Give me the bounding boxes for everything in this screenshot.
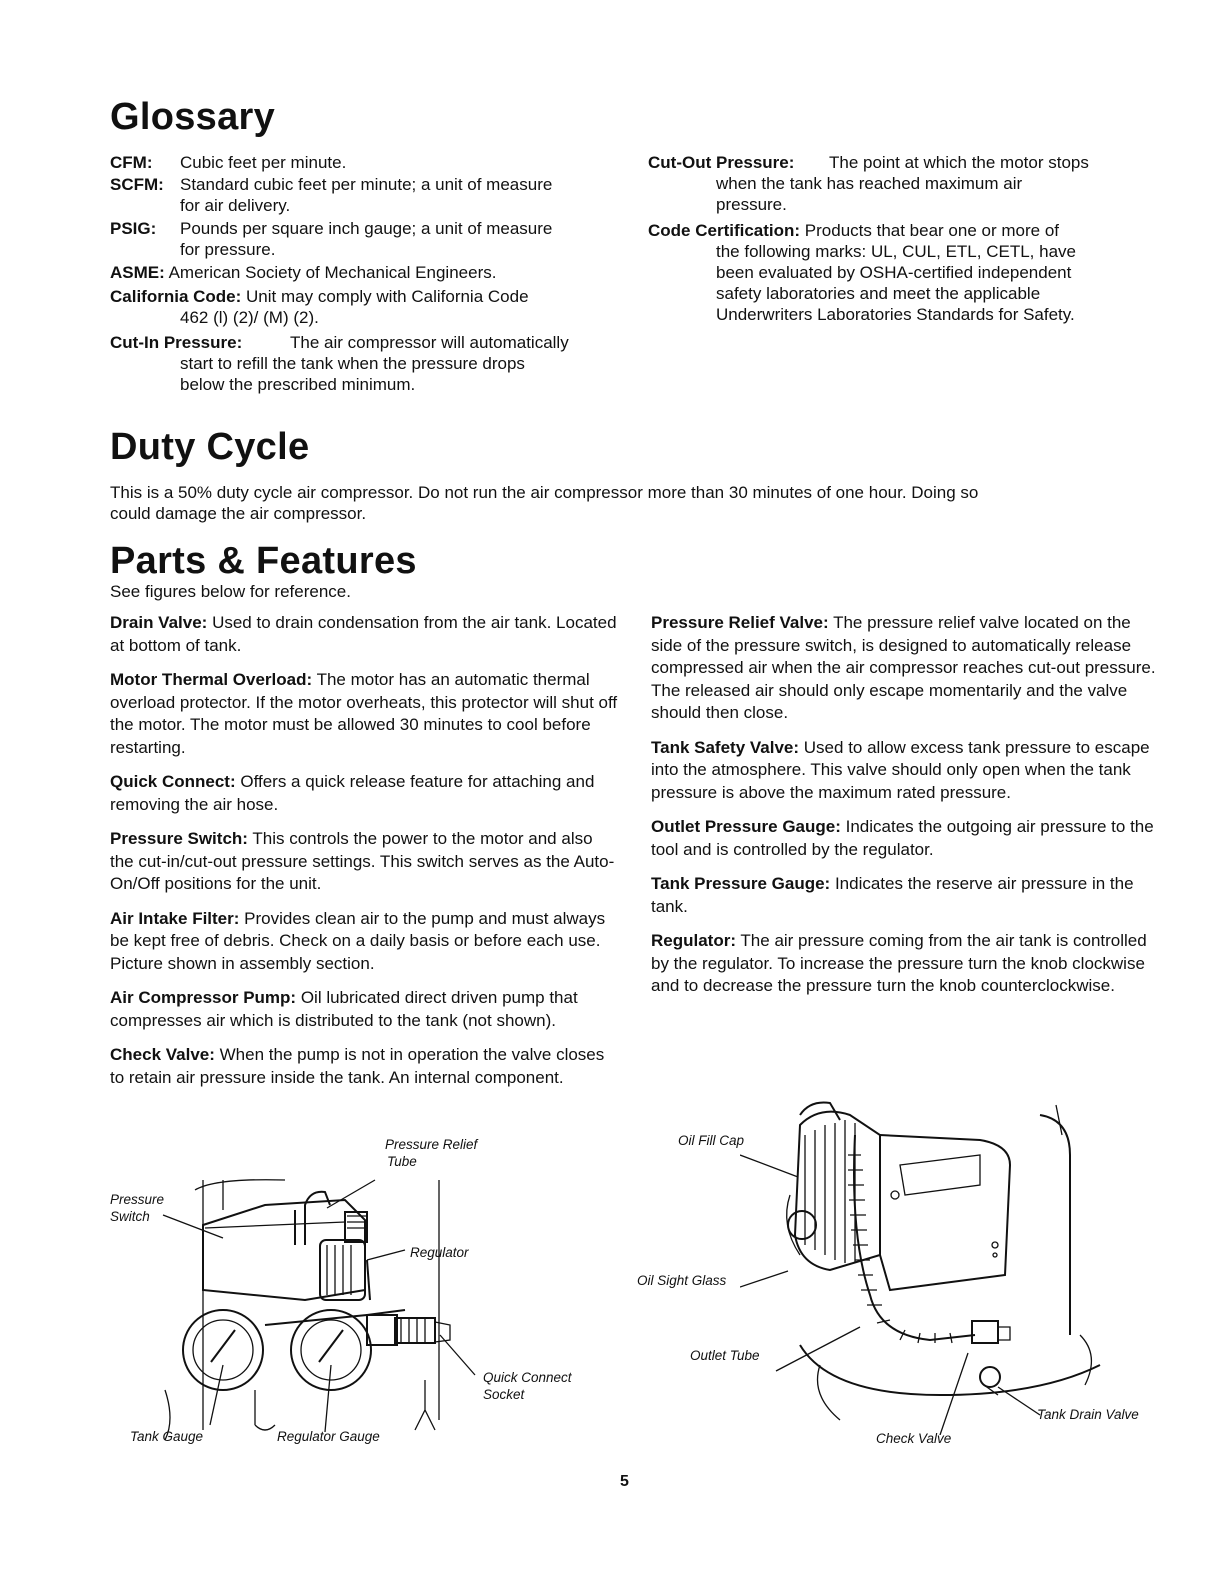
glossary-def: Pounds per square inch gauge; a unit of measure	[180, 219, 553, 238]
page-number: 5	[620, 1473, 629, 1490]
glossary-def: Cubic feet per minute.	[180, 153, 347, 172]
glossary-entry-cfm	[110, 152, 620, 174]
glossary-def: when the tank has reached maximum air	[716, 174, 1023, 193]
part-term: Pressure Relief Valve:	[651, 613, 829, 632]
part-tank-pressure-gauge	[651, 873, 1161, 918]
caption-line: Pressure	[110, 1192, 165, 1207]
part-quick-connect	[110, 771, 620, 816]
duty-cycle-heading: Duty Cycle	[110, 426, 310, 468]
glossary-def: Underwriters Laboratories Standards for Safety.	[716, 305, 1075, 324]
glossary-def: The air compressor will automatically	[290, 333, 569, 352]
part-text: Provides clean air to the pump and must always be kept free of debris. Check on a daily basis or before each use. Picture shown in assembly section.	[110, 908, 606, 973]
glossary-entry-cut-out	[648, 152, 1168, 220]
caption-tank-drain-valve: Tank Drain Valve	[1037, 1407, 1139, 1422]
glossary-term: PSIG:	[110, 219, 157, 238]
part-term: Check Valve:	[110, 1045, 215, 1064]
glossary-entry-psig	[110, 218, 620, 262]
part-term: Regulator:	[651, 931, 736, 950]
glossary-def: start to refill the tank when the pressure drops	[180, 354, 525, 373]
caption-line: Socket	[483, 1387, 525, 1402]
part-text: Offers a quick release feature for attaching and removing the air hose.	[110, 772, 595, 814]
caption-check-valve: Check Valve	[876, 1431, 952, 1446]
glossary-term: SCFM:	[110, 175, 164, 194]
part-term: Tank Safety Valve:	[651, 737, 800, 757]
part-check-valve	[110, 1044, 620, 1089]
parts-right-column	[651, 612, 1161, 1010]
glossary-entry-cut-in	[110, 332, 620, 395]
caption-outlet-tube: Outlet Tube	[690, 1348, 760, 1363]
part-tank-safety-valve	[651, 737, 1161, 805]
figure-pump-assembly	[740, 1095, 1170, 1435]
glossary-entry-asme	[110, 262, 620, 286]
parts-features-heading: Parts & Features	[110, 540, 417, 582]
part-pressure-switch	[110, 828, 620, 896]
part-air-intake-filter	[110, 908, 620, 976]
part-term: Outlet Pressure Gauge:	[651, 817, 841, 836]
glossary-def: Standard cubic feet per minute; a unit of measure	[180, 175, 553, 194]
glossary-def: pressure.	[716, 195, 787, 214]
glossary-entry-california	[110, 286, 620, 332]
part-text: The motor has an automatic thermal overload protector. If the motor overheats, this protector will shut off the motor. The motor must be allowed 30 minutes to cool before restarting.	[110, 670, 618, 757]
glossary-def: 462 (l) (2)/ (M) (2).	[180, 308, 319, 327]
part-text: The pressure relief valve located on the side of the pressure switch, is designed to automatically release compressed air when the air compressor reaches cut-out pressure. The released air should only escape momentarily and the valve should then close.	[651, 613, 1156, 722]
parts-left-column	[110, 612, 620, 1101]
caption-quick-connect-socket	[483, 1369, 572, 1403]
glossary-def: The point at which the motor stops	[829, 153, 1089, 172]
glossary-def: below the prescribed minimum.	[180, 375, 416, 394]
duty-cycle-line: This is a 50% duty cycle air compressor. Do not run the air compressor more than 30 minutes of one hour. Doing so	[110, 483, 979, 502]
glossary-left-column	[110, 152, 620, 395]
caption-oil-fill-cap: Oil Fill Cap	[678, 1133, 745, 1148]
caption-tank-gauge: Tank Gauge	[130, 1429, 204, 1444]
part-pressure-relief-valve	[651, 612, 1161, 725]
part-term: Pressure Switch:	[110, 829, 248, 848]
caption-line: Tube	[387, 1154, 417, 1169]
glossary-def: Unit may comply with California Code	[246, 287, 529, 306]
caption-line: Pressure Relief	[385, 1137, 478, 1152]
glossary-term: California Code:	[110, 287, 242, 306]
glossary-term: Code Certification:	[648, 221, 801, 240]
part-text: Indicates the reserve air pressure in the tank.	[651, 874, 1134, 916]
part-regulator	[651, 930, 1161, 998]
part-motor-thermal-overload	[110, 669, 620, 759]
part-text: The air pressure coming from the air tank is controlled by the regulator. To increase the pressure turn the knob clockwise and to decrease the pressure turn the knob counterclockwise.	[651, 931, 1147, 995]
glossary-entry-code-cert	[648, 220, 1168, 325]
caption-pressure-switch	[110, 1191, 164, 1225]
glossary-entry-scfm	[110, 174, 620, 218]
glossary-def: safety laboratories and meet the applicable	[716, 284, 1041, 303]
glossary-def: the following marks: UL, CUL, ETL, CETL, have	[716, 242, 1076, 261]
duty-cycle-line: could damage the air compressor.	[110, 504, 367, 523]
caption-line: Quick Connect	[483, 1370, 572, 1385]
part-text: Used to allow excess tank pressure to escape into the atmosphere. This valve should only open when the tank pressure is above the maximum rated pressure.	[651, 737, 1150, 802]
parts-subtitle: See figures below for reference.	[110, 582, 351, 601]
part-text: When the pump is not in operation the valve closes to retain air pressure inside the tank. An internal component.	[110, 1045, 605, 1087]
figure-pressure-switch-assembly	[105, 1150, 605, 1450]
part-text: Indicates the outgoing air pressure to the tool and is controlled by the regulator.	[651, 817, 1154, 859]
glossary-term: Cut-In Pressure:	[110, 333, 243, 352]
glossary-term: CFM:	[110, 153, 153, 172]
part-text: Used to drain condensation from the air tank. Located at bottom of tank.	[110, 613, 617, 655]
caption-regulator: Regulator	[410, 1245, 469, 1260]
part-term: Air Intake Filter:	[110, 908, 240, 928]
part-term: Motor Thermal Overload:	[110, 670, 313, 689]
glossary-def: American Society of Mechanical Engineers.	[168, 263, 497, 282]
glossary-def: for air delivery.	[180, 196, 291, 215]
glossary-def: been evaluated by OSHA-certified independent	[716, 263, 1072, 282]
glossary-heading: Glossary	[110, 96, 276, 138]
duty-cycle-text	[110, 482, 1170, 524]
glossary-right-column	[648, 152, 1168, 325]
part-outlet-pressure-gauge	[651, 816, 1161, 861]
part-drain-valve	[110, 612, 620, 657]
glossary-term: ASME:	[110, 263, 165, 282]
glossary-def: Products that bear one or more of	[804, 221, 1059, 240]
part-term: Quick Connect:	[110, 772, 236, 791]
part-term: Drain Valve:	[110, 613, 208, 632]
caption-oil-sight-glass: Oil Sight Glass	[637, 1273, 727, 1288]
part-air-compressor-pump	[110, 987, 620, 1032]
caption-pressure-relief-tube	[385, 1136, 477, 1170]
part-text: This controls the power to the motor and also the cut-in/cut-out pressure settings. This switch serves as the Auto-On/Off positions for the unit.	[110, 829, 615, 893]
caption-line: Switch	[110, 1209, 150, 1224]
part-term: Tank Pressure Gauge:	[651, 874, 831, 893]
part-text: Oil lubricated direct driven pump that compresses air which is distributed to the tank (not shown).	[110, 988, 578, 1030]
caption-regulator-gauge: Regulator Gauge	[277, 1429, 380, 1444]
glossary-def: for pressure.	[180, 240, 276, 259]
part-term: Air Compressor Pump:	[110, 988, 297, 1007]
glossary-term: Cut-Out Pressure:	[648, 153, 795, 172]
